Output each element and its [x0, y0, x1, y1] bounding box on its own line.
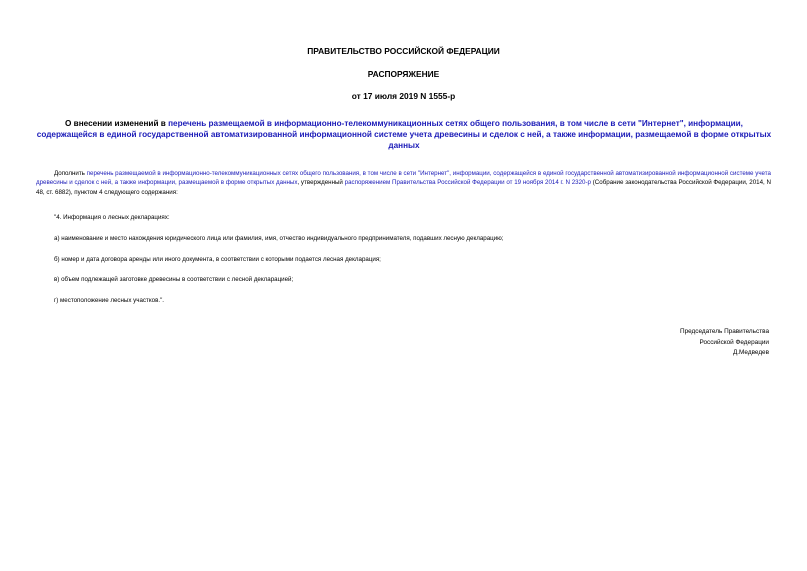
- body-middle: , утвержденный: [297, 179, 345, 187]
- signature-name: Д.Медведев: [732, 349, 769, 356]
- signature-position: Председатель Правительства: [680, 328, 769, 335]
- document-title: [36, 118, 772, 151]
- body-link-order[interactable]: распоряжением Правительства Российской Федерации от 19 ноября 2014 г. N 2320-р: [344, 179, 591, 187]
- body-tail: (Собрание законодательства Российской Федерации, 2014, N 48, ст. 6882), пунктом 4 следующего содержания:: [36, 179, 771, 196]
- list-item: в) объем подлежащей заготовке древесины в соответствии с лесной декларацией;: [54, 276, 294, 283]
- document-date-number: от 17 июля 2019 N 1555-р: [351, 91, 456, 101]
- list-item: а) наименование и место нахождения юридического лица или фамилия, имя, отчество индивидуального предпринимателя, подавших лесную декларацию;: [54, 235, 504, 242]
- body-link-list[interactable]: перечень размещаемой в информационно-телекоммуникационных сетях общего пользования, в том числе в сети "Интернет", информации, содержащейся в единой государственной автоматизированной информационной системе учета древесины и сделок с ней, а также информации, размещаемой в форме открытых данных: [36, 170, 771, 187]
- list-item: г) местоположение лесных участков.".: [54, 297, 165, 304]
- list-item: "4. Информация о лесных декларациях:: [54, 214, 170, 221]
- title-link[interactable]: перечень размещаемой в информационно-телекоммуникационных сетях общего пользования, в том числе в сети "Интернет", информации, содержащейся в единой государственной автоматизированной информационной системе учета древесины и сделок с ней, а также информации, размещаемой в форме открытых данных: [36, 119, 772, 150]
- signature-organization: Российской Федерации: [699, 339, 769, 346]
- title-prefix: О внесении изменений в: [65, 119, 169, 128]
- list-item: б) номер и дата договора аренды или иного документа, в соответствии с которыми подается лесная декларация;: [54, 256, 381, 263]
- body-lead: Дополнить: [54, 170, 87, 177]
- body-paragraph: [36, 169, 771, 197]
- document-type: РАСПОРЯЖЕНИЕ: [367, 69, 440, 79]
- issuing-authority: ПРАВИТЕЛЬСТВО РОССИЙСКОЙ ФЕДЕРАЦИИ: [307, 46, 500, 56]
